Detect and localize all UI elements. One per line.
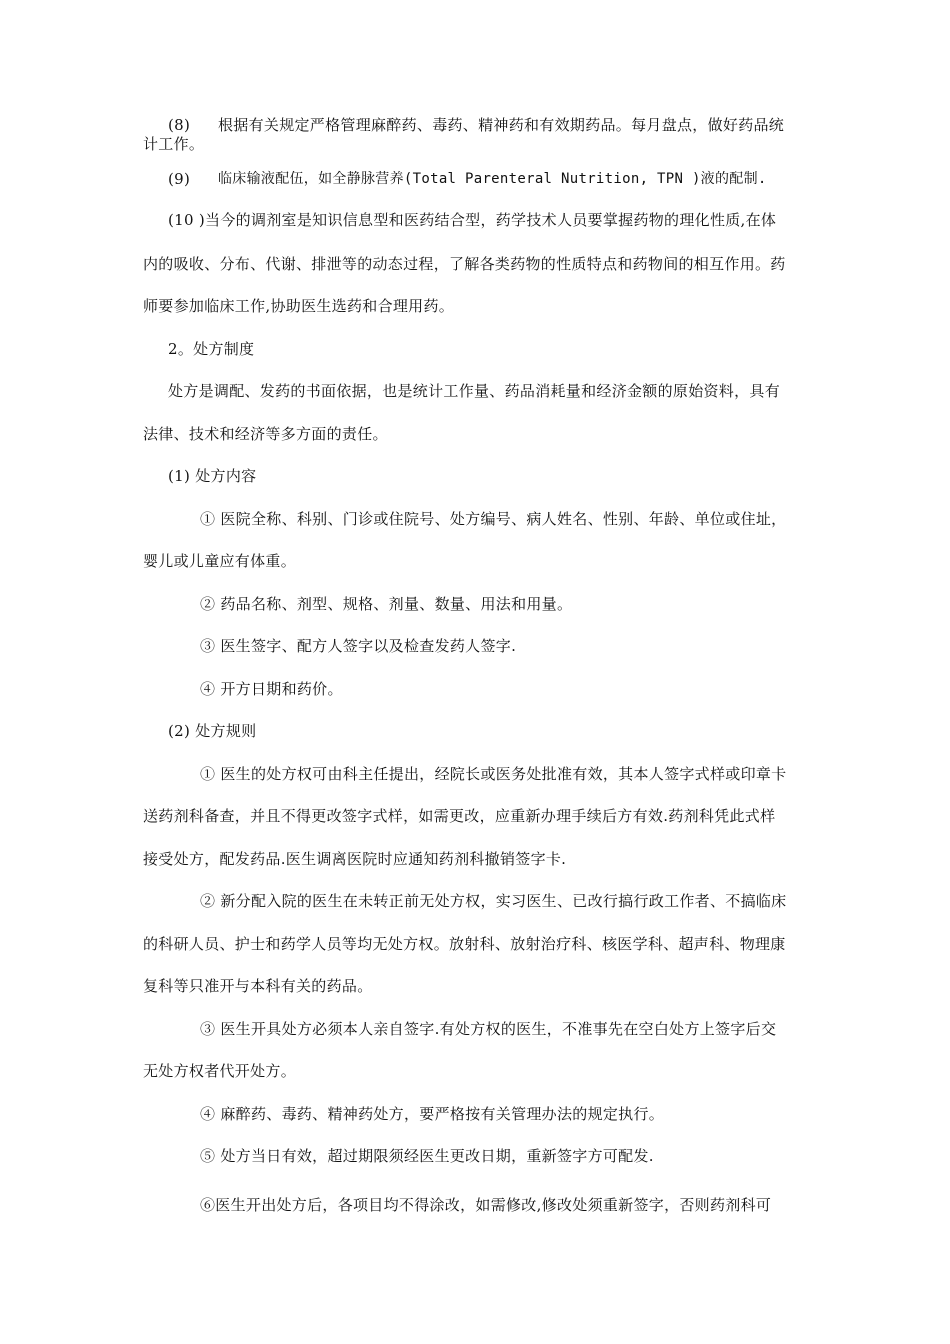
item-10-text-cont: 师要参加临床工作,协助医生选药和合理用药。 (143, 297, 455, 315)
rule-item-1-cont: 接受处方，配发药品.医生调离医院时应通知药剂科撤销签字卡. (143, 850, 567, 868)
rule-item-2-cont: 的科研人员、护士和药学人员等均无处方权。放射科、放射治疗科、核医学科、超声科、物理康 (143, 935, 786, 953)
rule-item-5: ⑤ 处方当日有效，超过期限须经医生更改日期，重新签字方可配发. (200, 1147, 654, 1165)
item-10-text: (10 )当今的调剂室是知识信息型和医药结合型，药学技术人员要掌握药物的理化性质,在体 (168, 211, 777, 229)
item-10-text-cont: 内的吸收、分布、代谢、排泄等的动态过程，了解各类药物的性质特点和药物间的相互作用。药 (143, 255, 786, 273)
content-item-1: ① 医院全称、科别、门诊或住院号、处方编号、病人姓名、性别、年龄、单位或住址， (200, 510, 787, 528)
rule-item-3: ③ 医生开具处方必须本人亲自签字.有处方权的医生，不准事先在空白处方上签字后交 (200, 1020, 777, 1038)
rule-item-2: ② 新分配入院的医生在未转正前无处方权，实习医生、已改行搞行政工作者、不搞临床 (200, 892, 787, 910)
intro-paragraph-cont: 法律、技术和经济等多方面的责任。 (143, 425, 388, 443)
item-8-text: 根据有关规定严格管理麻醉药、毒药、精神药和有效期药品。每月盘点，做好药品统 (218, 116, 785, 134)
subsection-heading: (1) 处方内容 (168, 467, 257, 485)
intro-paragraph: 处方是调配、发药的书面依据，也是统计工作量、药品消耗量和经济金额的原始资料，具有 (168, 382, 781, 400)
rule-item-1: ① 医生的处方权可由科主任提出，经院长或医务处批准有效，其本人签字式样或印章卡 (200, 765, 787, 783)
rule-item-3-cont: 无处方权者代开处方。 (143, 1062, 297, 1080)
item-9-number: (9) (168, 170, 191, 188)
content-item-3: ③ 医生签字、配方人签字以及检查发药人签字. (200, 637, 517, 655)
content-item-4: ④ 开方日期和药价。 (200, 680, 343, 698)
rule-item-6: ⑥医生开出处方后，各项目均不得涂改，如需修改,修改处须重新签字，否则药剂科可 (200, 1196, 772, 1214)
subsection-heading: (2) 处方规则 (168, 722, 257, 740)
item-9-text: 临床输液配伍，如全静脉营养(Total Parenteral Nutrition, TPN )液的配制. (218, 171, 767, 187)
section-heading: 2。处方制度 (168, 340, 255, 358)
content-item-1-cont: 婴儿或儿童应有体重。 (143, 552, 297, 570)
content-item-2: ② 药品名称、剂型、规格、剂量、数量、用法和用量。 (200, 595, 573, 613)
rule-item-1-cont: 送药剂科备查，并且不得更改签字式样，如需更改，应重新办理手续后方有效.药剂科凭此式样 (143, 807, 776, 825)
item-8-text-cont: 计工作。 (143, 135, 205, 153)
item-8-number: (8) (168, 116, 191, 134)
rule-item-2-cont: 复科等只准开与本科有关的药品。 (143, 977, 373, 995)
rule-item-4: ④ 麻醉药、毒药、精神药处方，要严格按有关管理办法的规定执行。 (200, 1105, 665, 1123)
